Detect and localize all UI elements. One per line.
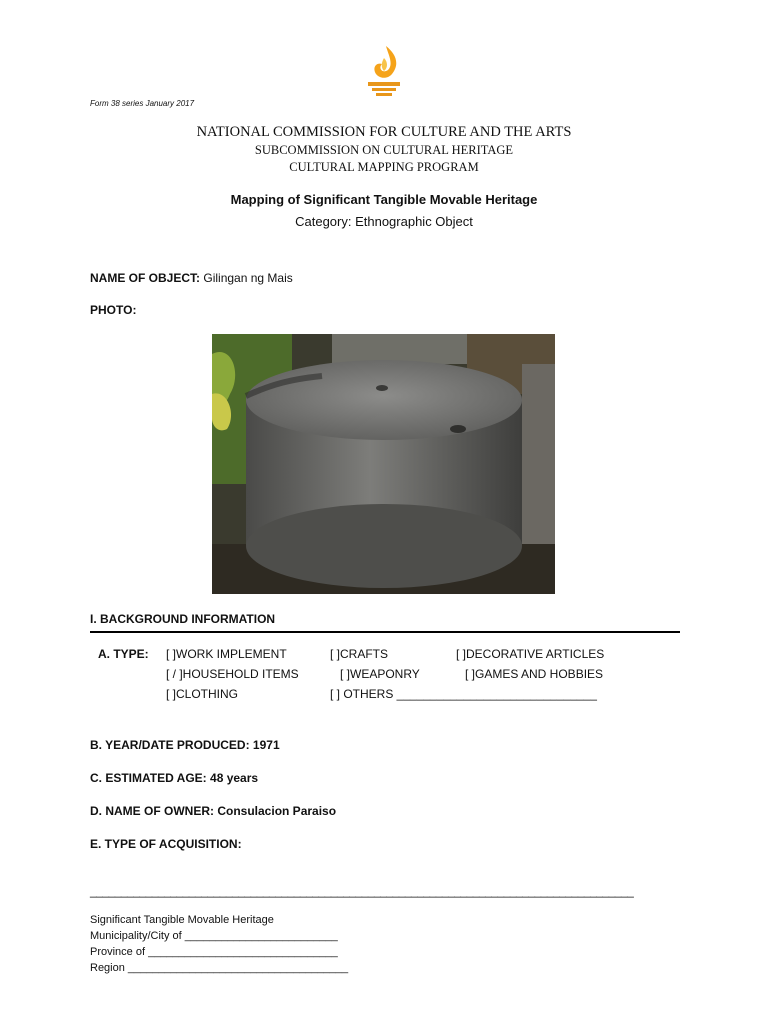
- type-option-work-implement[interactable]: [ ]WORK IMPLEMENT: [166, 647, 287, 661]
- type-option-crafts[interactable]: [ ]CRAFTS: [330, 647, 389, 661]
- object-photo: [212, 334, 555, 594]
- footer-divider: ________________________________________________________________________________________: [90, 884, 634, 898]
- owner-field: [90, 804, 336, 818]
- type-option-others[interactable]: [ ] OTHERS ______________________________: [330, 687, 597, 701]
- year-produced-value: 1971: [252, 738, 280, 752]
- owner-label: D. NAME OF OWNER:: [90, 804, 214, 818]
- footer-municipality: Municipality/City of _________________________: [90, 930, 338, 942]
- owner-value: Consulacion Paraiso: [217, 804, 337, 818]
- object-name-field: [90, 271, 293, 285]
- estimated-age-label: C. ESTIMATED AGE:: [90, 771, 207, 785]
- type-option-weaponry[interactable]: [ ]WEAPONRY: [340, 667, 420, 681]
- year-produced-field: [90, 738, 280, 752]
- subcommission-name: SUBCOMMISSION ON CULTURAL HERITAGE: [254, 143, 514, 157]
- type-option-games-and-hobbies[interactable]: [ ]GAMES AND HOBBIES: [465, 667, 604, 681]
- photo-label: PHOTO:: [90, 303, 137, 317]
- type-option-clothing[interactable]: [ ]CLOTHING: [166, 687, 239, 701]
- footer-region: Region ____________________________________: [90, 962, 349, 974]
- object-name-label: NAME OF OBJECT:: [90, 271, 201, 285]
- year-produced-label: B. YEAR/DATE PRODUCED:: [90, 738, 250, 752]
- type-label: A. TYPE:: [98, 647, 149, 661]
- ncca-flame-logo: [362, 44, 406, 100]
- footer-heritage-label: Significant Tangible Movable Heritage: [90, 914, 274, 926]
- form-title: Mapping of Significant Tangible Movable Heritage: [230, 192, 538, 207]
- program-name: CULTURAL MAPPING PROGRAM: [289, 160, 479, 174]
- section-divider: [90, 631, 680, 633]
- estimated-age-value: 48 years: [210, 771, 259, 785]
- type-option-household-items[interactable]: [ / ]HOUSEHOLD ITEMS: [166, 667, 299, 681]
- footer-province: Province of _______________________________: [90, 946, 338, 958]
- org-name: NATIONAL COMMISSION FOR CULTURE AND THE ARTS: [196, 124, 572, 140]
- object-name-value: Gilingan ng Mais: [203, 271, 293, 285]
- section-heading-background: I. BACKGROUND INFORMATION: [90, 612, 276, 626]
- form-number: Form 38 series January 2017: [90, 99, 195, 108]
- form-category: Category: Ethnographic Object: [295, 214, 473, 229]
- estimated-age-field: [90, 771, 258, 785]
- acquisition-label: E. TYPE OF ACQUISITION:: [90, 837, 242, 851]
- type-option-decorative-articles[interactable]: [ ]DECORATIVE ARTICLES: [456, 647, 605, 661]
